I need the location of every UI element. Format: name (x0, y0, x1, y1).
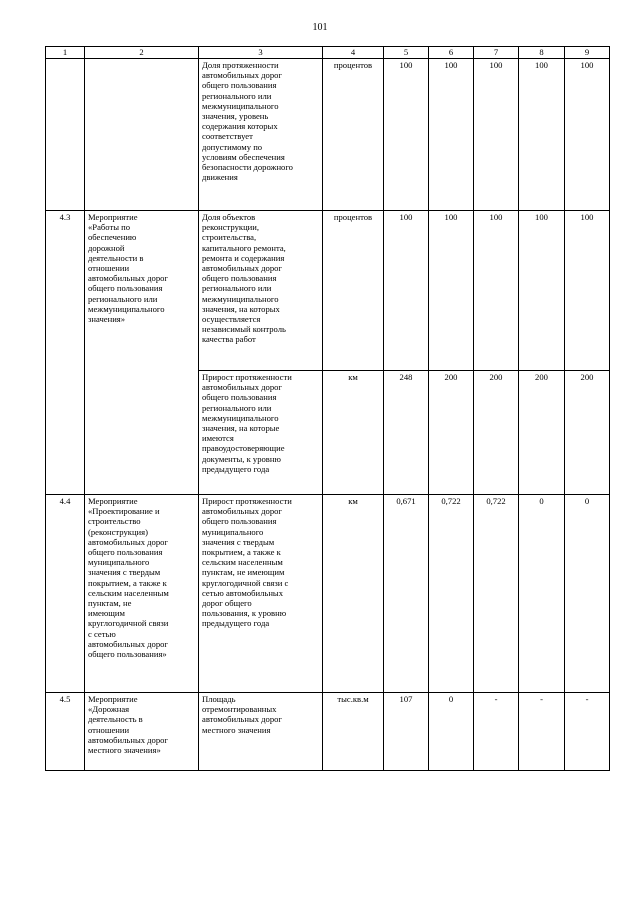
value-cell: - (565, 693, 610, 771)
value-cell: - (474, 693, 519, 771)
value-cell: 0 (565, 495, 610, 693)
event-cell: Мероприятие «Дорожная деятельность в отношении автомобильных дорог местного значения» (85, 693, 199, 771)
row-number: 4.3 (46, 211, 85, 495)
value-cell: 100 (474, 59, 519, 211)
value-cell: 100 (384, 59, 429, 211)
value-cell: 248 (384, 371, 429, 495)
event-cell (85, 59, 199, 211)
header-cell: 1 (46, 47, 85, 59)
value-cell: 200 (519, 371, 565, 495)
value-cell: 0,722 (474, 495, 519, 693)
indicator-cell: Доля объектов реконструкции, строительства, капитального ремонта, ремонта и содержания автомобильных дорог общего пользования регионального или межмуниципального значения, на которых осуществляется независимый контроль качества работ (199, 211, 323, 371)
value-cell: 0,722 (429, 495, 474, 693)
indicator-cell: Прирост протяженности автомобильных дорог общего пользования регионального или межмуниципального значения, на которые имеются правоудостоверяющие документы, к уровню предыдущего года (199, 371, 323, 495)
unit-cell: процентов (323, 59, 384, 211)
row-number: 4.4 (46, 495, 85, 693)
unit-cell: км (323, 371, 384, 495)
value-cell: 0,671 (384, 495, 429, 693)
event-cell: Мероприятие «Проектирование и строительство (реконструкция) автомобильных дорог общего пользования муниципального значения с твердым покрытием, а также к сельским населенным пунктам, не имеющим круглогодичной связи с сетью автомобильных дорог общего пользования» (85, 495, 199, 693)
header-cell: 6 (429, 47, 474, 59)
table-header-row (46, 47, 610, 59)
header-cell: 7 (474, 47, 519, 59)
value-cell: 100 (429, 59, 474, 211)
value-cell: 200 (565, 371, 610, 495)
value-cell: 100 (565, 211, 610, 371)
page-number: 101 (312, 22, 328, 33)
value-cell: - (519, 693, 565, 771)
indicator-cell: Площадь отремонтированных автомобильных дорог местного значения (199, 693, 323, 771)
table-row (46, 59, 610, 211)
indicators-table (45, 46, 610, 771)
value-cell: 200 (429, 371, 474, 495)
header-cell: 3 (199, 47, 323, 59)
table-row (46, 693, 610, 771)
table-row (46, 495, 610, 693)
unit-cell: процентов (323, 211, 384, 371)
value-cell: 0 (519, 495, 565, 693)
value-cell: 100 (519, 211, 565, 371)
indicator-cell: Прирост протяженности автомобильных дорог общего пользования муниципального значения с твердым покрытием, а также к сельским населенным пунктам, не имеющим круглогодичной связи с сетью автомобильных дорог общего пользования, к уровню предыдущего года (199, 495, 323, 693)
value-cell: 100 (384, 211, 429, 371)
unit-cell: км (323, 495, 384, 693)
row-number (46, 59, 85, 211)
table-row (46, 211, 610, 371)
value-cell: 0 (429, 693, 474, 771)
indicator-cell: Доля протяженности автомобильных дорог общего пользования регионального или межмуниципального значения, уровень содержания которых соответствует допустимому по условиям обеспечения безопасности дорожного движения (199, 59, 323, 211)
header-cell: 9 (565, 47, 610, 59)
value-cell: 100 (565, 59, 610, 211)
value-cell: 100 (474, 211, 519, 371)
value-cell: 100 (429, 211, 474, 371)
value-cell: 107 (384, 693, 429, 771)
header-cell: 4 (323, 47, 384, 59)
value-cell: 200 (474, 371, 519, 495)
event-cell: Мероприятие «Работы по обеспечению дорожной деятельности в отношении автомобильных дорог общего пользования регионального или межмуниципального значения» (85, 211, 199, 495)
value-cell: 100 (519, 59, 565, 211)
row-number: 4.5 (46, 693, 85, 771)
header-cell: 5 (384, 47, 429, 59)
unit-cell: тыс.кв.м (323, 693, 384, 771)
header-cell: 2 (85, 47, 199, 59)
header-cell: 8 (519, 47, 565, 59)
